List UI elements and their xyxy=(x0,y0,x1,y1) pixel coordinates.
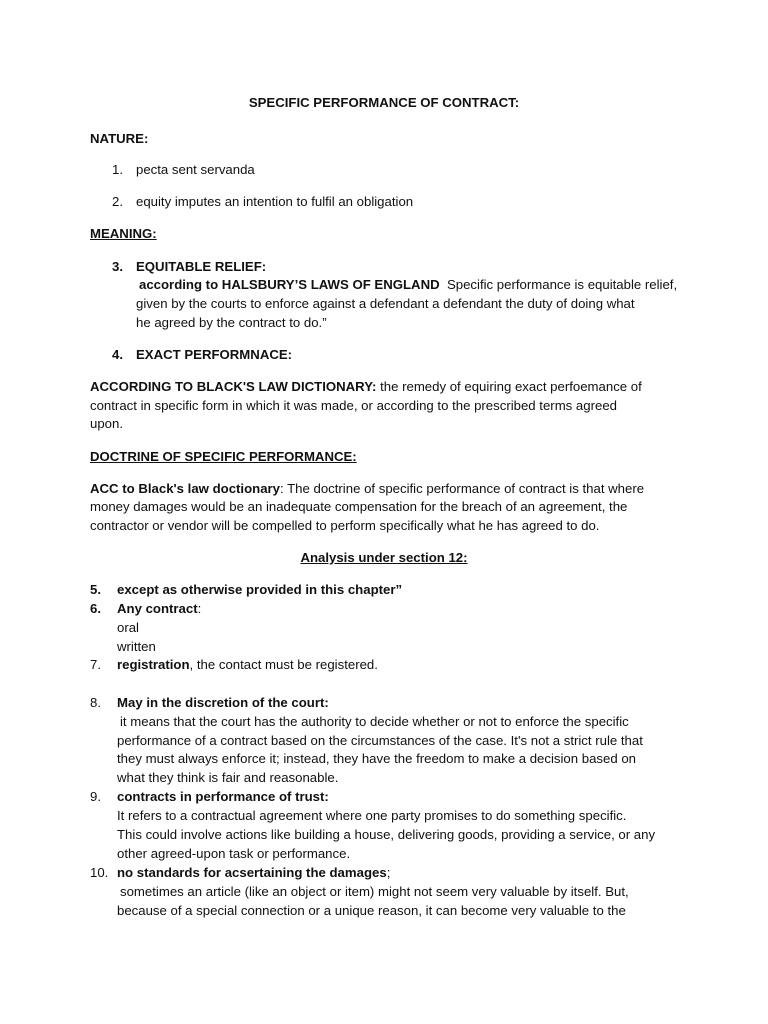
blacks-line-1-rest: the remedy of equiring exact perfoemance of xyxy=(380,379,642,394)
item-8-line-2: performance of a contract based on the circumstances of the case. It's not a strict rule that xyxy=(117,733,643,748)
item-6-line xyxy=(117,599,201,618)
item-6-suffix: : xyxy=(197,601,202,616)
item-9-line-3: other agreed-upon task or performance. xyxy=(117,846,351,861)
item-8-heading: May in the discretion of the court: xyxy=(117,695,329,710)
list-number: 1. xyxy=(112,162,123,177)
blacks-line-1 xyxy=(90,377,642,396)
item-10-heading: no standards for acsertaining the damages xyxy=(117,865,387,880)
item-5-text: except as otherwise provided in this chapter” xyxy=(117,582,403,597)
item-8-line-4: what they think is fair and reasonable. xyxy=(117,770,339,785)
blacks-bold-lead: ACCORDING TO BLACK'S LAW DICTIONARY: xyxy=(90,379,377,394)
halsbury-line-1-rest: Specific performance is equitable relief, xyxy=(446,277,678,292)
item-9-line-1: It refers to a contractual agreement where one party promises to do something specific. xyxy=(117,808,627,823)
list-item-text: pecta sent servanda xyxy=(136,162,255,177)
halsbury-line-1 xyxy=(139,275,677,294)
doctrine-line-1 xyxy=(90,479,644,498)
doctrine-heading: DOCTRINE OF SPECIFIC PERFORMANCE: xyxy=(90,449,357,464)
item-10-line-2: because of a special connection or a unique reason, it can become very valuable to the xyxy=(117,903,626,918)
doctrine-line-1-rest: : The doctrine of specific performance of contract is that where xyxy=(280,481,645,496)
item-9-heading: contracts in performance of trust: xyxy=(117,789,329,804)
list-number: 2. xyxy=(112,194,123,209)
item-10-line xyxy=(117,863,390,882)
list-number: 6. xyxy=(90,601,101,616)
item-6-heading: Any contract xyxy=(117,601,198,616)
item-6-sub-oral: oral xyxy=(117,620,139,635)
doctrine-line-3: contractor or vendor will be compelled to perform specifically what he has agreed to do. xyxy=(90,518,600,533)
halsbury-line-3: he agreed by the contract to do.” xyxy=(136,315,327,330)
list-number: 8. xyxy=(90,695,101,710)
list-number: 10. xyxy=(90,865,109,880)
item-7-heading: registration xyxy=(117,657,190,672)
item-8-line-1: it means that the court has the authority to decide whether or not to enforce the specific xyxy=(120,714,629,729)
nature-heading: NATURE: xyxy=(90,131,149,146)
halsbury-line-2: given by the courts to enforce against a defendant a defendant the duty of doing what xyxy=(136,296,635,311)
blacks-line-3: upon. xyxy=(90,416,124,431)
exact-performance-heading: EXACT PERFORMNACE: xyxy=(136,347,293,362)
item-9-line-2: This could involve actions like building a house, delivering goods, providing a service, or any xyxy=(117,827,656,842)
blacks-line-2: contract in specific form in which it was made, or according to the prescribed terms agreed xyxy=(90,398,617,413)
item-6-sub-written: written xyxy=(117,639,156,654)
item-10-suffix: ; xyxy=(386,865,391,880)
list-number: 7. xyxy=(90,657,101,672)
equitable-relief-heading: EQUITABLE RELIEF: xyxy=(136,259,267,274)
item-10-line-1: sometimes an article (like an object or item) might not seem very valuable by itself. But, xyxy=(120,884,629,899)
item-8-line-3: they must always enforce it; instead, they have the freedom to make a decision based on xyxy=(117,751,637,766)
document-title: SPECIFIC PERFORMANCE OF CONTRACT: xyxy=(248,95,520,110)
analysis-heading: Analysis under section 12: xyxy=(300,550,468,565)
item-7-rest: , the contact must be registered. xyxy=(189,657,378,672)
list-item-text: equity imputes an intention to fulfil an obligation xyxy=(136,194,414,209)
meaning-heading: MEANING: xyxy=(90,226,157,241)
halsbury-bold-lead: according to HALSBURY’S LAWS OF ENGLAND xyxy=(139,277,440,292)
list-number: 4. xyxy=(112,347,123,362)
list-number: 5. xyxy=(90,582,101,597)
item-7-line xyxy=(117,655,378,674)
doctrine-bold-lead: ACC to Black's law doctionary xyxy=(90,481,281,496)
list-number: 3. xyxy=(112,259,123,274)
list-number: 9. xyxy=(90,789,101,804)
doctrine-line-2: money damages would be an inadequate compensation for the breach of an agreement, the xyxy=(90,499,628,514)
